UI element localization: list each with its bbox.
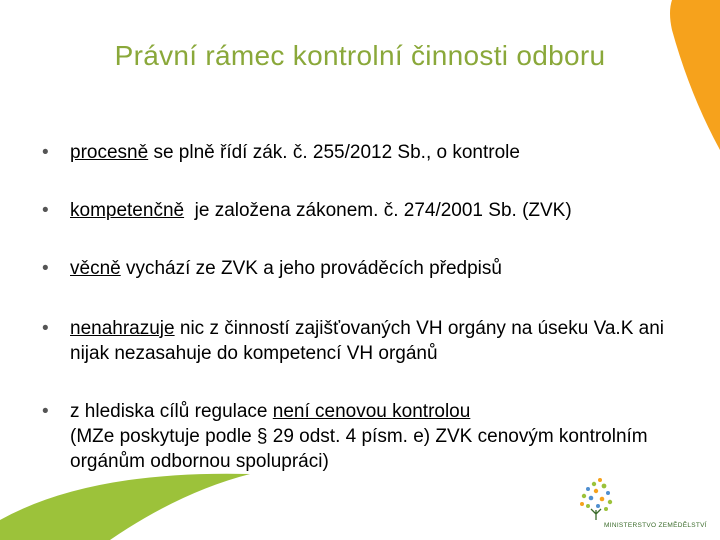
bullet-text: vychází ze ZVK a jeho prováděcích předpisů bbox=[120, 258, 502, 279]
bullet-text: je založena zákonem. č. 274/2001 Sb. (ZVK) bbox=[184, 200, 572, 221]
logo-text: MINISTERSTVO ZEMĚDĚLSTVÍ bbox=[604, 522, 707, 529]
bullet-item-4 bbox=[42, 316, 682, 366]
bullet-dot: • bbox=[42, 200, 49, 221]
bullet-dot: • bbox=[42, 258, 49, 279]
bullet-keyword: procesně bbox=[70, 142, 149, 163]
bullet-text: se plně řídí zák. č. 255/2012 Sb., o kontrole bbox=[148, 142, 520, 163]
bullet-keyword: není cenovou kontrolou bbox=[272, 401, 471, 422]
bullet-keyword: věcně bbox=[70, 258, 121, 279]
bullet-item-2 bbox=[42, 198, 710, 223]
bullet-item-5 bbox=[42, 399, 670, 474]
slide-title: Právní rámec kontrolní činnosti odboru bbox=[114, 40, 606, 71]
bullet-text: nic z činností zajišťovaných VH orgány na úseku Va.K ani nijak nezasahuje do kompetencí VH orgánů bbox=[70, 318, 665, 364]
green-swoosh-bottom-left bbox=[0, 474, 250, 540]
bullet-keyword: kompetenčně bbox=[70, 200, 185, 221]
bullet-item-1 bbox=[42, 140, 710, 165]
bullet-lead: z hlediska cílů regulace bbox=[70, 401, 273, 422]
bullet-keyword: nenahrazuje bbox=[70, 318, 175, 339]
bullet-item-3 bbox=[42, 256, 710, 281]
orange-swoosh-top-right bbox=[670, 0, 720, 150]
bullet-dot: • bbox=[42, 142, 49, 163]
bullet-text: (MZe poskytuje podle § 29 odst. 4 písm. e) ZVK cenovým kontrolním orgánům odbornou spolupráci) bbox=[70, 426, 648, 472]
bullet-dot: • bbox=[42, 401, 49, 422]
bullet-dot: • bbox=[42, 318, 49, 339]
